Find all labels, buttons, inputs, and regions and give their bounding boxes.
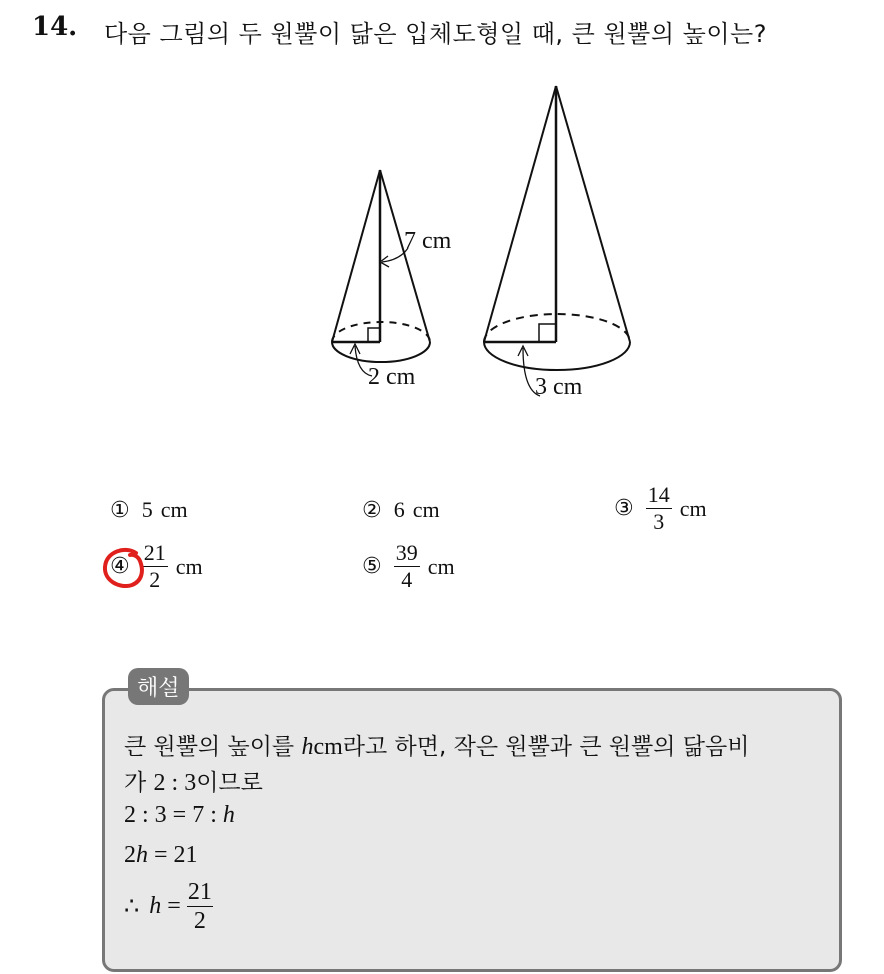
choice-2[interactable] [362,497,440,523]
variable-h: h [301,734,314,760]
answer-circle-mark [100,545,150,591]
numerator: 21 [143,540,166,565]
choice-5[interactable] [362,540,455,593]
cone-figure [300,80,640,400]
solution-line-1 [124,728,749,761]
text: 큰 원뿔의 높이를 [124,734,302,760]
coefficient: 2 [124,842,136,868]
therefore-symbol: ∴ [124,894,140,920]
solution-line-2 [124,764,263,797]
denominator: 2 [149,567,161,592]
answer-fraction [187,878,213,935]
numerator: 21 [187,879,212,905]
choice-unit: cm [160,497,188,522]
text: 라고 하면, 작은 원뿔과 큰 원뿔의 닮음비 [342,734,750,760]
denominator: 3 [653,509,665,534]
small-cone [332,170,430,376]
choice-3[interactable] [614,482,707,535]
denominator: 2 [193,908,206,934]
choice-fraction [646,482,672,535]
choice-unit: cm [175,553,203,579]
variable-h: h [222,802,235,828]
label-3cm: 3 cm [535,374,583,400]
choice-value: 5 [141,497,153,522]
large-cone [484,86,630,396]
choice-unit: cm [412,497,440,522]
denominator: 4 [401,567,413,592]
variable-h: h [149,893,162,919]
variable-h: h [136,842,148,868]
solution-tag: 해설 [128,668,189,705]
label-7cm: 7 cm [404,228,452,254]
unit: cm [313,734,343,760]
choice-unit: cm [679,495,707,521]
choice-mark: ⑤ [362,554,382,579]
choice-mark: ① [110,497,130,523]
question-number: 14. [32,12,78,42]
choice-mark: ④ [110,554,130,579]
numerator: 39 [395,540,418,565]
numerator: 14 [647,482,670,507]
ratio: 2 : 3 [153,770,197,796]
eq-rhs: = 21 [148,842,198,868]
choice-mark: ③ [614,496,634,521]
question-text: 다음 그림의 두 원뿔이 닮은 입체도형일 때, 큰 원뿔의 높이는? [104,20,767,48]
choice-fraction [394,540,420,593]
choice-unit: cm [427,553,455,579]
choice-mark: ② [362,497,382,523]
equals: = [161,893,187,919]
solution-eq-2 [124,842,198,869]
label-2cm: 2 cm [368,364,416,390]
solution-eq-1 [124,802,235,829]
choice-value: 6 [393,497,405,522]
text: 이므로 [196,770,263,796]
eq-lhs: 2 : 3 = 7 : [124,802,223,828]
solution-eq-3 [124,878,213,935]
text: 가 [124,770,154,796]
choice-1[interactable] [110,497,188,523]
